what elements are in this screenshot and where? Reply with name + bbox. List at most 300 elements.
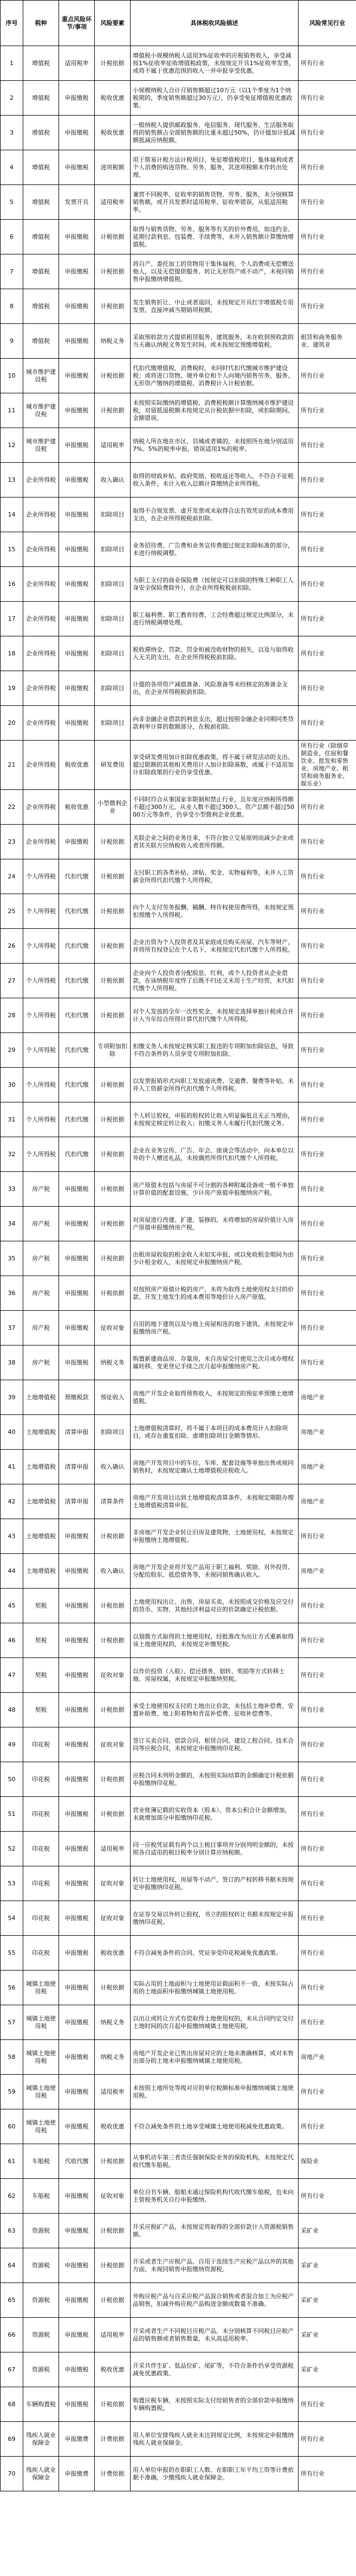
cell-serial-number: 24 <box>1 859 23 894</box>
cell-key-risk-stage: 申报缴税 <box>59 1589 95 1623</box>
cell-common-industry: 所有行业 <box>299 1207 356 1241</box>
cell-serial-number: 33 <box>1 1172 23 1207</box>
cell-risk-description: 纳税人所在地在市区、县城或者镇的，未按照所在地分别适用7%、5%的税率申报，错误适用1%的税率。 <box>131 428 299 463</box>
cell-serial-number: 56 <box>1 1971 23 2005</box>
cell-key-risk-stage: 代扣代缴 <box>59 998 95 1033</box>
cell-common-industry: 所有行业 <box>299 1727 356 1762</box>
cell-serial-number: 18 <box>1 636 23 671</box>
cell-common-industry: 采矿业 <box>299 2318 356 2352</box>
cell-common-industry: 所有行业 <box>299 2422 356 2457</box>
cell-tax-type: 增值税 <box>23 81 59 116</box>
cell-risk-description: 自用的地下建筑以及与地上房屋相连的地下建筑，未按规定申报缴纳房产税。 <box>131 1311 299 1346</box>
table-row <box>1 1137 356 1172</box>
cell-risk-element: 计税依据 <box>95 2214 131 2248</box>
cell-serial-number: 30 <box>1 1068 23 1102</box>
cell-risk-element: 税收优惠 <box>95 2109 131 2144</box>
cell-tax-type: 企业所得税 <box>23 498 59 532</box>
cell-risk-description: 土地增值税清算时，将不属于本项目的成本费用计入扣除项目，或存在重复扣除、虚增扣除项目金额等情形。 <box>131 1415 299 1450</box>
cell-risk-description: 房地产开发企业取得预售收入，未按规定的预征率预缴土地增值税。 <box>131 1380 299 1415</box>
table-row <box>1 964 356 998</box>
table-row <box>1 254 356 289</box>
cell-common-industry: 所有行业 <box>299 1693 356 1727</box>
cell-key-risk-stage: 申报缴税 <box>59 498 95 532</box>
cell-key-risk-stage: 申报缴税 <box>59 1623 95 1658</box>
cell-serial-number: 59 <box>1 2075 23 2109</box>
cell-common-industry: 所有行业 <box>299 185 356 220</box>
cell-risk-element: 计税依据 <box>95 254 131 289</box>
cell-tax-type: 增值税 <box>23 324 59 359</box>
cell-common-industry: 所有行业 <box>299 602 356 636</box>
cell-serial-number: 49 <box>1 1727 23 1762</box>
cell-serial-number: 46 <box>1 1623 23 1658</box>
cell-risk-description: 开采或者生产不同税目应税产品，未分别核算不同税目应税产品的销售额或者销售数量，未从高适用税率。 <box>131 2318 299 2352</box>
cell-risk-element: 扣除项目 <box>95 636 131 671</box>
cell-common-industry: 房地产业 <box>299 1415 356 1450</box>
table-row <box>1 2214 356 2248</box>
cell-tax-type: 房产税 <box>23 1241 59 1276</box>
cell-risk-description: 用于简易计税方法计税项目、免征增值税项目、集体福利或者个人消费的购进货物、劳务、服务，其进项税额未作转出处理。 <box>131 150 299 185</box>
cell-risk-element: 计税依据 <box>95 2144 131 2179</box>
cell-tax-type: 土地增值税 <box>23 1380 59 1415</box>
cell-risk-description: 购置新建商品房、存量房，未自房屋交付使用之次月或办理权属转移、变更登记手续之次月起申报缴纳房产税。 <box>131 1346 299 1380</box>
cell-common-industry: 房地产业 <box>299 1554 356 1589</box>
cell-key-risk-stage: 申报缴税 <box>59 1207 95 1241</box>
cell-common-industry: 所有行业 <box>299 790 356 825</box>
table-row <box>1 2075 356 2109</box>
cell-serial-number: 52 <box>1 1832 23 1866</box>
cell-risk-description: 企业向个人投资者分配股息、红利，或个人投资者从企业借款，在该纳税年度终了后既不归还又未用于生产经营，未代扣代缴个人所得税。 <box>131 964 299 998</box>
cell-key-risk-stage: 申报缴税 <box>59 324 95 359</box>
cell-risk-element: 征收对象 <box>95 1866 131 1901</box>
cell-risk-element: 计费依据 <box>95 2457 131 2491</box>
cell-risk-description: 取得不合规发票、虚开发票或未取得合法有效凭证的成本费用支出，在企业所得税税前扣除。 <box>131 498 299 532</box>
cell-key-risk-stage: 清算申报 <box>59 1450 95 1484</box>
cell-tax-type: 房产税 <box>23 1172 59 1207</box>
cell-tax-type: 个人所得税 <box>23 1033 59 1068</box>
cell-key-risk-stage: 申报缴税 <box>59 1241 95 1276</box>
table-row <box>1 1589 356 1623</box>
cell-serial-number: 19 <box>1 671 23 706</box>
cell-risk-description: 为职工支付的商业保险费（按规定可以扣除的特殊工种职工人身安全保险费除外），在企业所得税税前扣除。 <box>131 567 299 602</box>
cell-risk-description: 取得与销售货物、劳务、服务等有关的价外费用，如违约金、延期付款利息、包装费、手续费等，未并入销售额计算缴纳增值税。 <box>131 220 299 254</box>
cell-key-risk-stage: 申报缴税 <box>59 1519 95 1554</box>
table-row <box>1 1311 356 1346</box>
cell-common-industry: 所有行业 <box>299 254 356 289</box>
cell-serial-number: 63 <box>1 2214 23 2248</box>
table-row <box>1 1832 356 1866</box>
cell-risk-element: 计税依据 <box>95 1971 131 2005</box>
cell-serial-number: 3 <box>1 116 23 150</box>
cell-common-industry: 所有行业 <box>299 964 356 998</box>
cell-tax-type: 印花税 <box>23 1797 59 1832</box>
cell-common-industry: 所有行业 <box>299 393 356 428</box>
cell-serial-number: 41 <box>1 1450 23 1484</box>
cell-risk-description: 业务招待费、广告费和业务宣传费超过规定扣除标准的部分，未进行纳税调整。 <box>131 532 299 567</box>
cell-tax-type: 房产税 <box>23 1346 59 1380</box>
cell-common-industry: 采矿业 <box>299 2352 356 2387</box>
cell-common-industry: 所有行业 <box>299 2109 356 2144</box>
cell-serial-number: 54 <box>1 1901 23 1936</box>
cell-serial-number: 69 <box>1 2422 23 2457</box>
cell-key-risk-stage: 代收代缴 <box>59 2144 95 2179</box>
cell-risk-description: 未按照实际缴纳的增值税、消费税税额计算缴纳城市维护建设税，对留抵退税额未按规定从计税依据中扣除，或扣除期间、金额错误。 <box>131 393 299 428</box>
table-row <box>1 2283 356 2318</box>
cell-key-risk-stage: 申报缴税 <box>59 1901 95 1936</box>
cell-tax-type: 城镇土地使用税 <box>23 2109 59 2144</box>
header-risk-description: 具体税收风险描述 <box>131 1 299 46</box>
cell-risk-description: 实际占用的土地面积与土地使用证载面积不一致，未按实际占用的土地面积申报缴纳城镇土地使用税。 <box>131 1971 299 2005</box>
cell-serial-number: 29 <box>1 1033 23 1068</box>
cell-tax-type: 企业所得税 <box>23 602 59 636</box>
cell-tax-type: 增值税 <box>23 254 59 289</box>
table-row <box>1 393 356 428</box>
cell-common-industry: 所有行业 <box>299 2387 356 2422</box>
cell-tax-type: 个人所得税 <box>23 1137 59 1172</box>
cell-key-risk-stage: 申报缴税 <box>59 2248 95 2283</box>
cell-risk-element: 计税依据 <box>95 1762 131 1797</box>
cell-serial-number: 67 <box>1 2352 23 2387</box>
cell-common-industry: 所有行业 <box>299 2075 356 2109</box>
cell-common-industry: 所有行业 <box>299 671 356 706</box>
cell-risk-description: 房地产开发项目达到土地增值税清算条件，未按规定期限办理土地增值税清算申报。 <box>131 1484 299 1519</box>
cell-risk-element: 收入确认 <box>95 1450 131 1484</box>
table-row <box>1 289 356 324</box>
cell-risk-element: 计税依据 <box>95 1207 131 1241</box>
cell-risk-element: 扣除项目 <box>95 706 131 741</box>
cell-risk-description: 不符合减免条件的土地享受城镇土地使用税减免优惠政策。 <box>131 2109 299 2144</box>
cell-serial-number: 31 <box>1 1102 23 1137</box>
cell-key-risk-stage: 申报缴税 <box>59 706 95 741</box>
cell-risk-description: 个人转让股权，申报的股权转让收入明显偏低且无正当理由，未按规定核定转让收入；扣缴义务人未履行代扣代缴义务。 <box>131 1102 299 1137</box>
cell-risk-element: 征收对象 <box>95 1901 131 1936</box>
cell-tax-type: 城镇土地使用税 <box>23 1971 59 2005</box>
cell-common-industry: 所有行业 <box>299 636 356 671</box>
cell-risk-description: 以出让或转让方式有偿取得土地使用权的，未从合同约定交付土地时间的次月起申报缴纳城镇土地使用税。 <box>131 2005 299 2040</box>
cell-serial-number: 4 <box>1 150 23 185</box>
cell-risk-element: 计税依据 <box>95 1797 131 1832</box>
cell-risk-element: 计税依据 <box>95 2248 131 2283</box>
cell-serial-number: 39 <box>1 1380 23 1415</box>
cell-serial-number: 9 <box>1 324 23 359</box>
cell-key-risk-stage: 申报缴税 <box>59 2075 95 2109</box>
cell-risk-element: 适用税率 <box>95 2075 131 2109</box>
cell-common-industry: 所有行业 <box>299 428 356 463</box>
cell-risk-description: 企业出资为个人投资者及其家庭成员购买房屋、汽车等财产，并将所有权登记在个人名下，未按规定代扣代缴个人所得税。 <box>131 929 299 964</box>
cell-risk-description: 增值税小规模纳税人适用3%征收率的应税销售收入，享受减按1%征收率征收增值税政策，未按规定开具1%征收率发票，或将不属于优惠范围的收入一并申报享受优惠。 <box>131 46 299 81</box>
cell-risk-element: 计税依据 <box>95 2283 131 2318</box>
cell-risk-description: 扣缴义务人未按规定核实职工报送的专项附加扣除信息，导致不符合条件的人员享受专项附加扣除。 <box>131 1033 299 1068</box>
cell-common-industry: 所有行业 <box>299 1936 356 1971</box>
cell-common-industry: 所有行业 <box>299 46 356 81</box>
cell-serial-number: 34 <box>1 1207 23 1241</box>
cell-common-industry: 所有行业 <box>299 567 356 602</box>
cell-serial-number: 1 <box>1 46 23 81</box>
cell-risk-element: 扣除项目 <box>95 1415 131 1450</box>
table-row <box>1 602 356 636</box>
cell-tax-type: 企业所得税 <box>23 532 59 567</box>
table-row <box>1 428 356 463</box>
cell-key-risk-stage: 申报缴税 <box>59 463 95 498</box>
cell-risk-element: 计税依据 <box>95 289 131 324</box>
cell-risk-element: 计税依据 <box>95 825 131 859</box>
table-row <box>1 1519 356 1554</box>
table-row <box>1 1658 356 1693</box>
cell-risk-element: 税收优惠 <box>95 116 131 150</box>
cell-risk-description: 代扣代缴增值税、消费税时，未同时代扣代缴城市维护建设税；或将进口货物、境外单位和个人向境内销售劳务、服务、无形资产缴纳的增值税、消费税计入计税依据。 <box>131 359 299 393</box>
cell-serial-number: 7 <box>1 254 23 289</box>
cell-common-industry: 租赁和商务服务业、建筑业 <box>299 324 356 359</box>
table-row <box>1 2005 356 2040</box>
table-row <box>1 1623 356 1658</box>
cell-tax-type: 企业所得税 <box>23 463 59 498</box>
cell-tax-type: 城市维护建设税 <box>23 359 59 393</box>
cell-tax-type: 契税 <box>23 1623 59 1658</box>
cell-risk-description: 单位自有车辆、船舶未通过保险机构代收代缴车船税，也未向主管税务机关自行申报缴纳。 <box>131 2179 299 2214</box>
table-row <box>1 1866 356 1901</box>
table-row <box>1 790 356 825</box>
cell-tax-type: 印花税 <box>23 1866 59 1901</box>
table-header <box>1 1 356 46</box>
cell-key-risk-stage: 代扣代缴 <box>59 929 95 964</box>
header-tax-type: 税种 <box>23 1 59 46</box>
cell-risk-description: 非房地产开发企业转让旧房及建筑物、土地使用权，未按规定申报缴纳土地增值税。 <box>131 1519 299 1554</box>
cell-common-industry: 所有行业 <box>299 532 356 567</box>
table-row <box>1 1936 356 1971</box>
cell-risk-description: 土地使用权出让、出售，房屋买卖，未按照成交价格及应交付的货币、实物、其他经济利益对应的价款确定计税依据。 <box>131 1589 299 1623</box>
table-row <box>1 1727 356 1762</box>
cell-common-industry: 所有行业 <box>299 1866 356 1901</box>
cell-serial-number: 58 <box>1 2040 23 2075</box>
cell-risk-element: 适用税率 <box>95 2318 131 2352</box>
cell-tax-type: 个人所得税 <box>23 964 59 998</box>
cell-serial-number: 8 <box>1 289 23 324</box>
cell-key-risk-stage: 申报缴税 <box>59 116 95 150</box>
cell-key-risk-stage: 税收优惠 <box>59 790 95 825</box>
cell-key-risk-stage: 代扣代缴 <box>59 1137 95 1172</box>
cell-key-risk-stage: 清算申报 <box>59 1415 95 1450</box>
cell-risk-description: 转让土地使用权、房屋等不动产，签订的产权转移书据未按规定申报缴纳印花税。 <box>131 1866 299 1901</box>
cell-serial-number: 6 <box>1 220 23 254</box>
cell-common-industry: 所有行业 <box>299 706 356 741</box>
cell-risk-description: 向非金融企业借款的利息支出，超过按照金融企业同期同类贷款利率计算的数额部分，在税前扣除。 <box>131 706 299 741</box>
cell-serial-number: 50 <box>1 1762 23 1797</box>
cell-risk-description: 向个人支付劳务报酬、稿酬、特许权使用费所得，未按规定预扣预缴个人所得税。 <box>131 894 299 929</box>
table-row <box>1 220 356 254</box>
cell-serial-number: 15 <box>1 532 23 567</box>
cell-common-industry: 房地产业 <box>299 1484 356 1519</box>
cell-common-industry: 保险业 <box>299 2144 356 2179</box>
cell-common-industry: 所有行业 <box>299 1658 356 1693</box>
cell-risk-element: 适用税率 <box>95 1832 131 1866</box>
cell-common-industry: 所有行业 <box>299 1172 356 1207</box>
cell-common-industry: 所有行业 <box>299 2457 356 2491</box>
table-row <box>1 1415 356 1450</box>
table-row <box>1 1484 356 1519</box>
cell-risk-description: 开采应税矿产品，未按规定将取得的全部价款计入资源税销售额。 <box>131 2214 299 2248</box>
cell-risk-description: 开采共伴生矿、低品位矿、尾矿等，不符合条件仍享受资源税减免优惠政策。 <box>131 2352 299 2387</box>
cell-risk-element: 扣除项目 <box>95 602 131 636</box>
cell-serial-number: 35 <box>1 1241 23 1276</box>
cell-serial-number: 45 <box>1 1589 23 1623</box>
table-row <box>1 81 356 116</box>
cell-key-risk-stage: 申报缴税 <box>59 2283 95 2318</box>
cell-common-industry: 房地产业 <box>299 1380 356 1415</box>
cell-key-risk-stage: 申报缴税 <box>59 532 95 567</box>
cell-tax-type: 资源税 <box>23 2318 59 2352</box>
table-row <box>1 46 356 81</box>
table-row <box>1 1693 356 1727</box>
cell-key-risk-stage: 申报缴税 <box>59 1866 95 1901</box>
cell-key-risk-stage: 申报缴税 <box>59 1936 95 1971</box>
cell-serial-number: 44 <box>1 1554 23 1589</box>
cell-risk-description: 购置应税车辆，未按照实际支付给销售者的全部价款申报缴纳车辆购置税。 <box>131 2387 299 2422</box>
table-row <box>1 929 356 964</box>
cell-risk-description: 职工福利费、职工教育经费、工会经费超过规定比例部分，未进行纳税调增处理。 <box>131 602 299 636</box>
cell-serial-number: 12 <box>1 428 23 463</box>
cell-risk-element: 清算条件 <box>95 1484 131 1519</box>
cell-risk-description: 发生销售折让、中止或者退回，未按规定开具红字增值税专用发票，直接冲减当期销项税额。 <box>131 289 299 324</box>
table-row <box>1 1102 356 1137</box>
table-row <box>1 2109 356 2144</box>
cell-serial-number: 66 <box>1 2318 23 2352</box>
cell-tax-type: 印花税 <box>23 1901 59 1936</box>
table-row <box>1 1380 356 1415</box>
table-row <box>1 567 356 602</box>
cell-tax-type: 土地增值税 <box>23 1415 59 1450</box>
table-row <box>1 859 356 894</box>
cell-risk-description: 以划拨方式取得的土地使用权，经批准改为出让方式重新取得该土地使用权的，未按规定补缴契税。 <box>131 1623 299 1658</box>
cell-key-risk-stage: 税收优惠 <box>59 741 95 790</box>
cell-risk-element: 计税依据 <box>95 894 131 929</box>
cell-serial-number: 32 <box>1 1137 23 1172</box>
cell-tax-type: 增值税 <box>23 289 59 324</box>
cell-key-risk-stage: 申报缴税 <box>59 2214 95 2248</box>
header-serial-number: 序号 <box>1 1 23 46</box>
cell-key-risk-stage: 发票开具 <box>59 185 95 220</box>
table-row <box>1 1068 356 1102</box>
cell-key-risk-stage: 申报缴税 <box>59 220 95 254</box>
cell-key-risk-stage: 申报缴税 <box>59 289 95 324</box>
cell-risk-element: 征收对象 <box>95 2179 131 2214</box>
cell-serial-number: 26 <box>1 929 23 964</box>
cell-serial-number: 55 <box>1 1936 23 1971</box>
cell-common-industry: 所有行业 <box>299 1311 356 1346</box>
cell-tax-type: 土地增值税 <box>23 1450 59 1484</box>
table-row <box>1 2040 356 2075</box>
cell-serial-number: 27 <box>1 964 23 998</box>
cell-key-risk-stage: 申报缴税 <box>59 2005 95 2040</box>
cell-key-risk-stage: 申报缴税 <box>59 254 95 289</box>
cell-risk-element: 计税依据 <box>95 1589 131 1623</box>
cell-serial-number: 13 <box>1 463 23 498</box>
cell-serial-number: 70 <box>1 2457 23 2491</box>
cell-tax-type: 增值税 <box>23 185 59 220</box>
cell-risk-element: 计费依据 <box>95 2422 131 2457</box>
cell-serial-number: 16 <box>1 567 23 602</box>
cell-key-risk-stage: 申报缴税 <box>59 2318 95 2352</box>
cell-common-industry: 采矿业 <box>299 2214 356 2248</box>
cell-serial-number: 53 <box>1 1866 23 1901</box>
cell-risk-description: 不符合减免条件的合同、凭证享受印花税减免优惠政策。 <box>131 1936 299 1971</box>
cell-risk-description: 支付职工的各类补贴、津贴、奖金、实物福利等，未并入工资薪金所得代扣代缴个人所得税。 <box>131 859 299 894</box>
cell-key-risk-stage: 申报缴税 <box>59 1658 95 1693</box>
cell-tax-type: 土地增值税 <box>23 1519 59 1554</box>
cell-risk-description: 未按照土地所处等级对应的单位税额标准申报缴纳城镇土地使用税。 <box>131 2075 299 2109</box>
table-row <box>1 1971 356 2005</box>
cell-risk-element: 进项税额 <box>95 150 131 185</box>
cell-serial-number: 20 <box>1 706 23 741</box>
cell-tax-type: 资源税 <box>23 2214 59 2248</box>
cell-common-industry: 所有行业 <box>299 498 356 532</box>
cell-tax-type: 城镇土地使用税 <box>23 2040 59 2075</box>
table-row <box>1 2422 356 2457</box>
cell-common-industry: 所有行业 <box>299 859 356 894</box>
table-row <box>1 1172 356 1207</box>
table-row <box>1 116 356 150</box>
cell-key-risk-stage: 适用税率 <box>59 46 95 81</box>
cell-risk-element: 纳税义务 <box>95 2005 131 2040</box>
cell-key-risk-stage: 申报缴税 <box>59 1727 95 1762</box>
cell-risk-description: 房地产开发企业已售出房屋对应的土地未准确核算，或对未售出部分的土地未申报缴纳城镇土地使用税。 <box>131 2040 299 2075</box>
cell-key-risk-stage: 清算申报 <box>59 1484 95 1519</box>
cell-risk-description: 应税合同未列明金额的，未按照实际结算的金额确定计税依据申报缴纳印花税。 <box>131 1762 299 1797</box>
cell-key-risk-stage: 申报缴税 <box>59 1693 95 1727</box>
table-row <box>1 1346 356 1380</box>
cell-serial-number: 17 <box>1 602 23 636</box>
cell-common-industry: 所有行业 <box>299 1901 356 1936</box>
cell-common-industry: 所有行业 <box>299 1832 356 1866</box>
cell-risk-element: 扣除项目 <box>95 498 131 532</box>
cell-tax-type: 增值税 <box>23 220 59 254</box>
cell-key-risk-stage: 申报缴税 <box>59 2040 95 2075</box>
table-row <box>1 498 356 532</box>
cell-common-industry: 所有行业 <box>299 2179 356 2214</box>
cell-tax-type: 土地增值税 <box>23 1484 59 1519</box>
cell-key-risk-stage: 申报缴税 <box>59 1276 95 1311</box>
cell-common-industry: 所有行业 <box>299 220 356 254</box>
cell-risk-description: 对房屋进行改建、扩建、装修的，未将增加的房屋价值计入房产原值申报缴纳房产税。 <box>131 1207 299 1241</box>
table-row <box>1 741 356 790</box>
table-row <box>1 2248 356 2283</box>
cell-risk-description: 在证券交易以外转让股权，书立的股权转让书据未按规定申报缴纳印花税。 <box>131 1901 299 1936</box>
cell-risk-element: 小型微利企业 <box>95 790 131 825</box>
cell-tax-type: 个人所得税 <box>23 1068 59 1102</box>
table-row <box>1 1901 356 1936</box>
cell-serial-number: 47 <box>1 1658 23 1693</box>
table-row <box>1 2179 356 2214</box>
cell-serial-number: 14 <box>1 498 23 532</box>
cell-tax-type: 资源税 <box>23 2352 59 2387</box>
cell-common-industry: 所有行业 <box>299 1797 356 1832</box>
cell-risk-element: 征收对象 <box>95 1658 131 1693</box>
cell-serial-number: 48 <box>1 1693 23 1727</box>
cell-key-risk-stage: 申报缴税 <box>59 1971 95 2005</box>
table-row <box>1 2352 356 2387</box>
cell-risk-description: 税收滞纳金、罚款、罚金和被没收财物的损失，以及与取得收入无关的支出，在企业所得税税前扣除。 <box>131 636 299 671</box>
cell-common-industry: 所有行业 <box>299 81 356 116</box>
cell-common-industry: 所有行业 <box>299 998 356 1033</box>
cell-tax-type: 企业所得税 <box>23 636 59 671</box>
table-row <box>1 2457 356 2491</box>
cell-risk-element: 适用税率 <box>95 185 131 220</box>
cell-common-industry: 所有行业 <box>299 463 356 498</box>
cell-tax-type: 个人所得税 <box>23 929 59 964</box>
cell-risk-description: 以作价投资（入股）、偿还债务、划转、奖励等方式转移土地、房屋权属，未按规定申报缴纳契税。 <box>131 1658 299 1693</box>
cell-key-risk-stage: 代扣代缴 <box>59 1033 95 1068</box>
cell-tax-type: 印花税 <box>23 1727 59 1762</box>
cell-risk-element: 征收对象 <box>95 1311 131 1346</box>
cell-key-risk-stage: 申报缴税 <box>59 671 95 706</box>
